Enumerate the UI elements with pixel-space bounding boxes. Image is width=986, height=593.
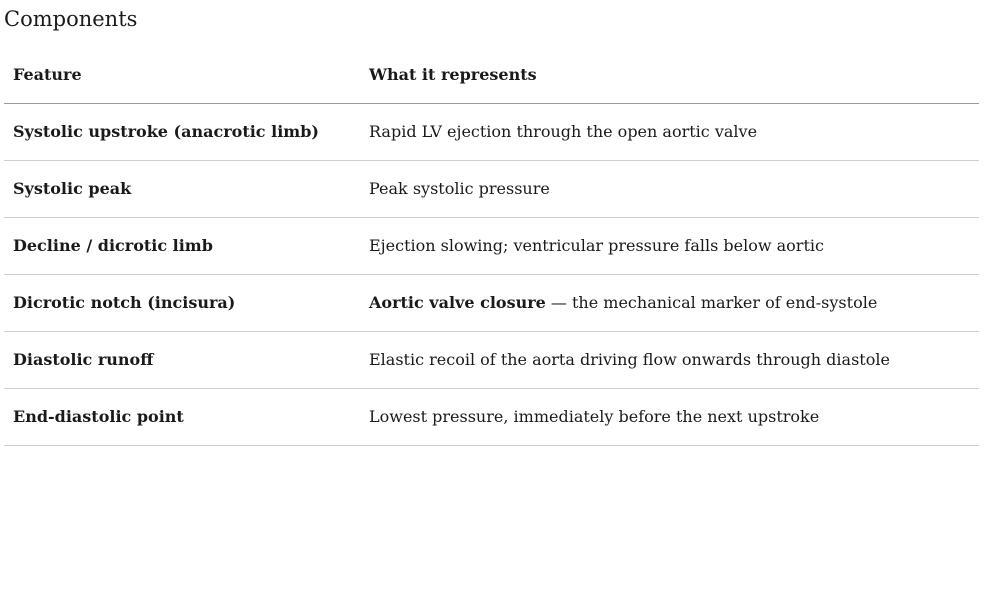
feature-cell: Diastolic runoff bbox=[4, 332, 360, 389]
column-header-feature: Feature bbox=[4, 56, 360, 104]
meaning-cell: Rapid LV ejection through the open aortic valve bbox=[360, 104, 979, 161]
section-title: Components bbox=[4, 7, 138, 31]
column-header-what-it-represents: What it represents bbox=[360, 56, 979, 104]
meaning-cell: Peak systolic pressure bbox=[360, 161, 979, 218]
table-row bbox=[4, 104, 979, 161]
meaning-text: — the mechanical marker of end-systole bbox=[545, 293, 878, 312]
table-row bbox=[4, 332, 979, 389]
feature-cell: Dicrotic notch (incisura) bbox=[4, 275, 360, 332]
table-row bbox=[4, 161, 979, 218]
feature-cell: End-diastolic point bbox=[4, 389, 360, 446]
meaning-cell: Elastic recoil of the aorta driving flow onwards through diastole bbox=[360, 332, 979, 389]
meaning-cell bbox=[360, 275, 979, 332]
table-row bbox=[4, 218, 979, 275]
meaning-cell: Lowest pressure, immediately before the next upstroke bbox=[360, 389, 979, 446]
meaning-emphasis: Aortic valve closure bbox=[369, 293, 546, 312]
feature-cell: Decline / dicrotic limb bbox=[4, 218, 360, 275]
feature-cell: Systolic upstroke (anacrotic limb) bbox=[4, 104, 360, 161]
feature-cell: Systolic peak bbox=[4, 161, 360, 218]
components-table bbox=[4, 56, 979, 446]
table-row bbox=[4, 389, 979, 446]
table-row bbox=[4, 275, 979, 332]
meaning-cell: Ejection slowing; ventricular pressure falls below aortic bbox=[360, 218, 979, 275]
table-header-row bbox=[4, 56, 979, 104]
